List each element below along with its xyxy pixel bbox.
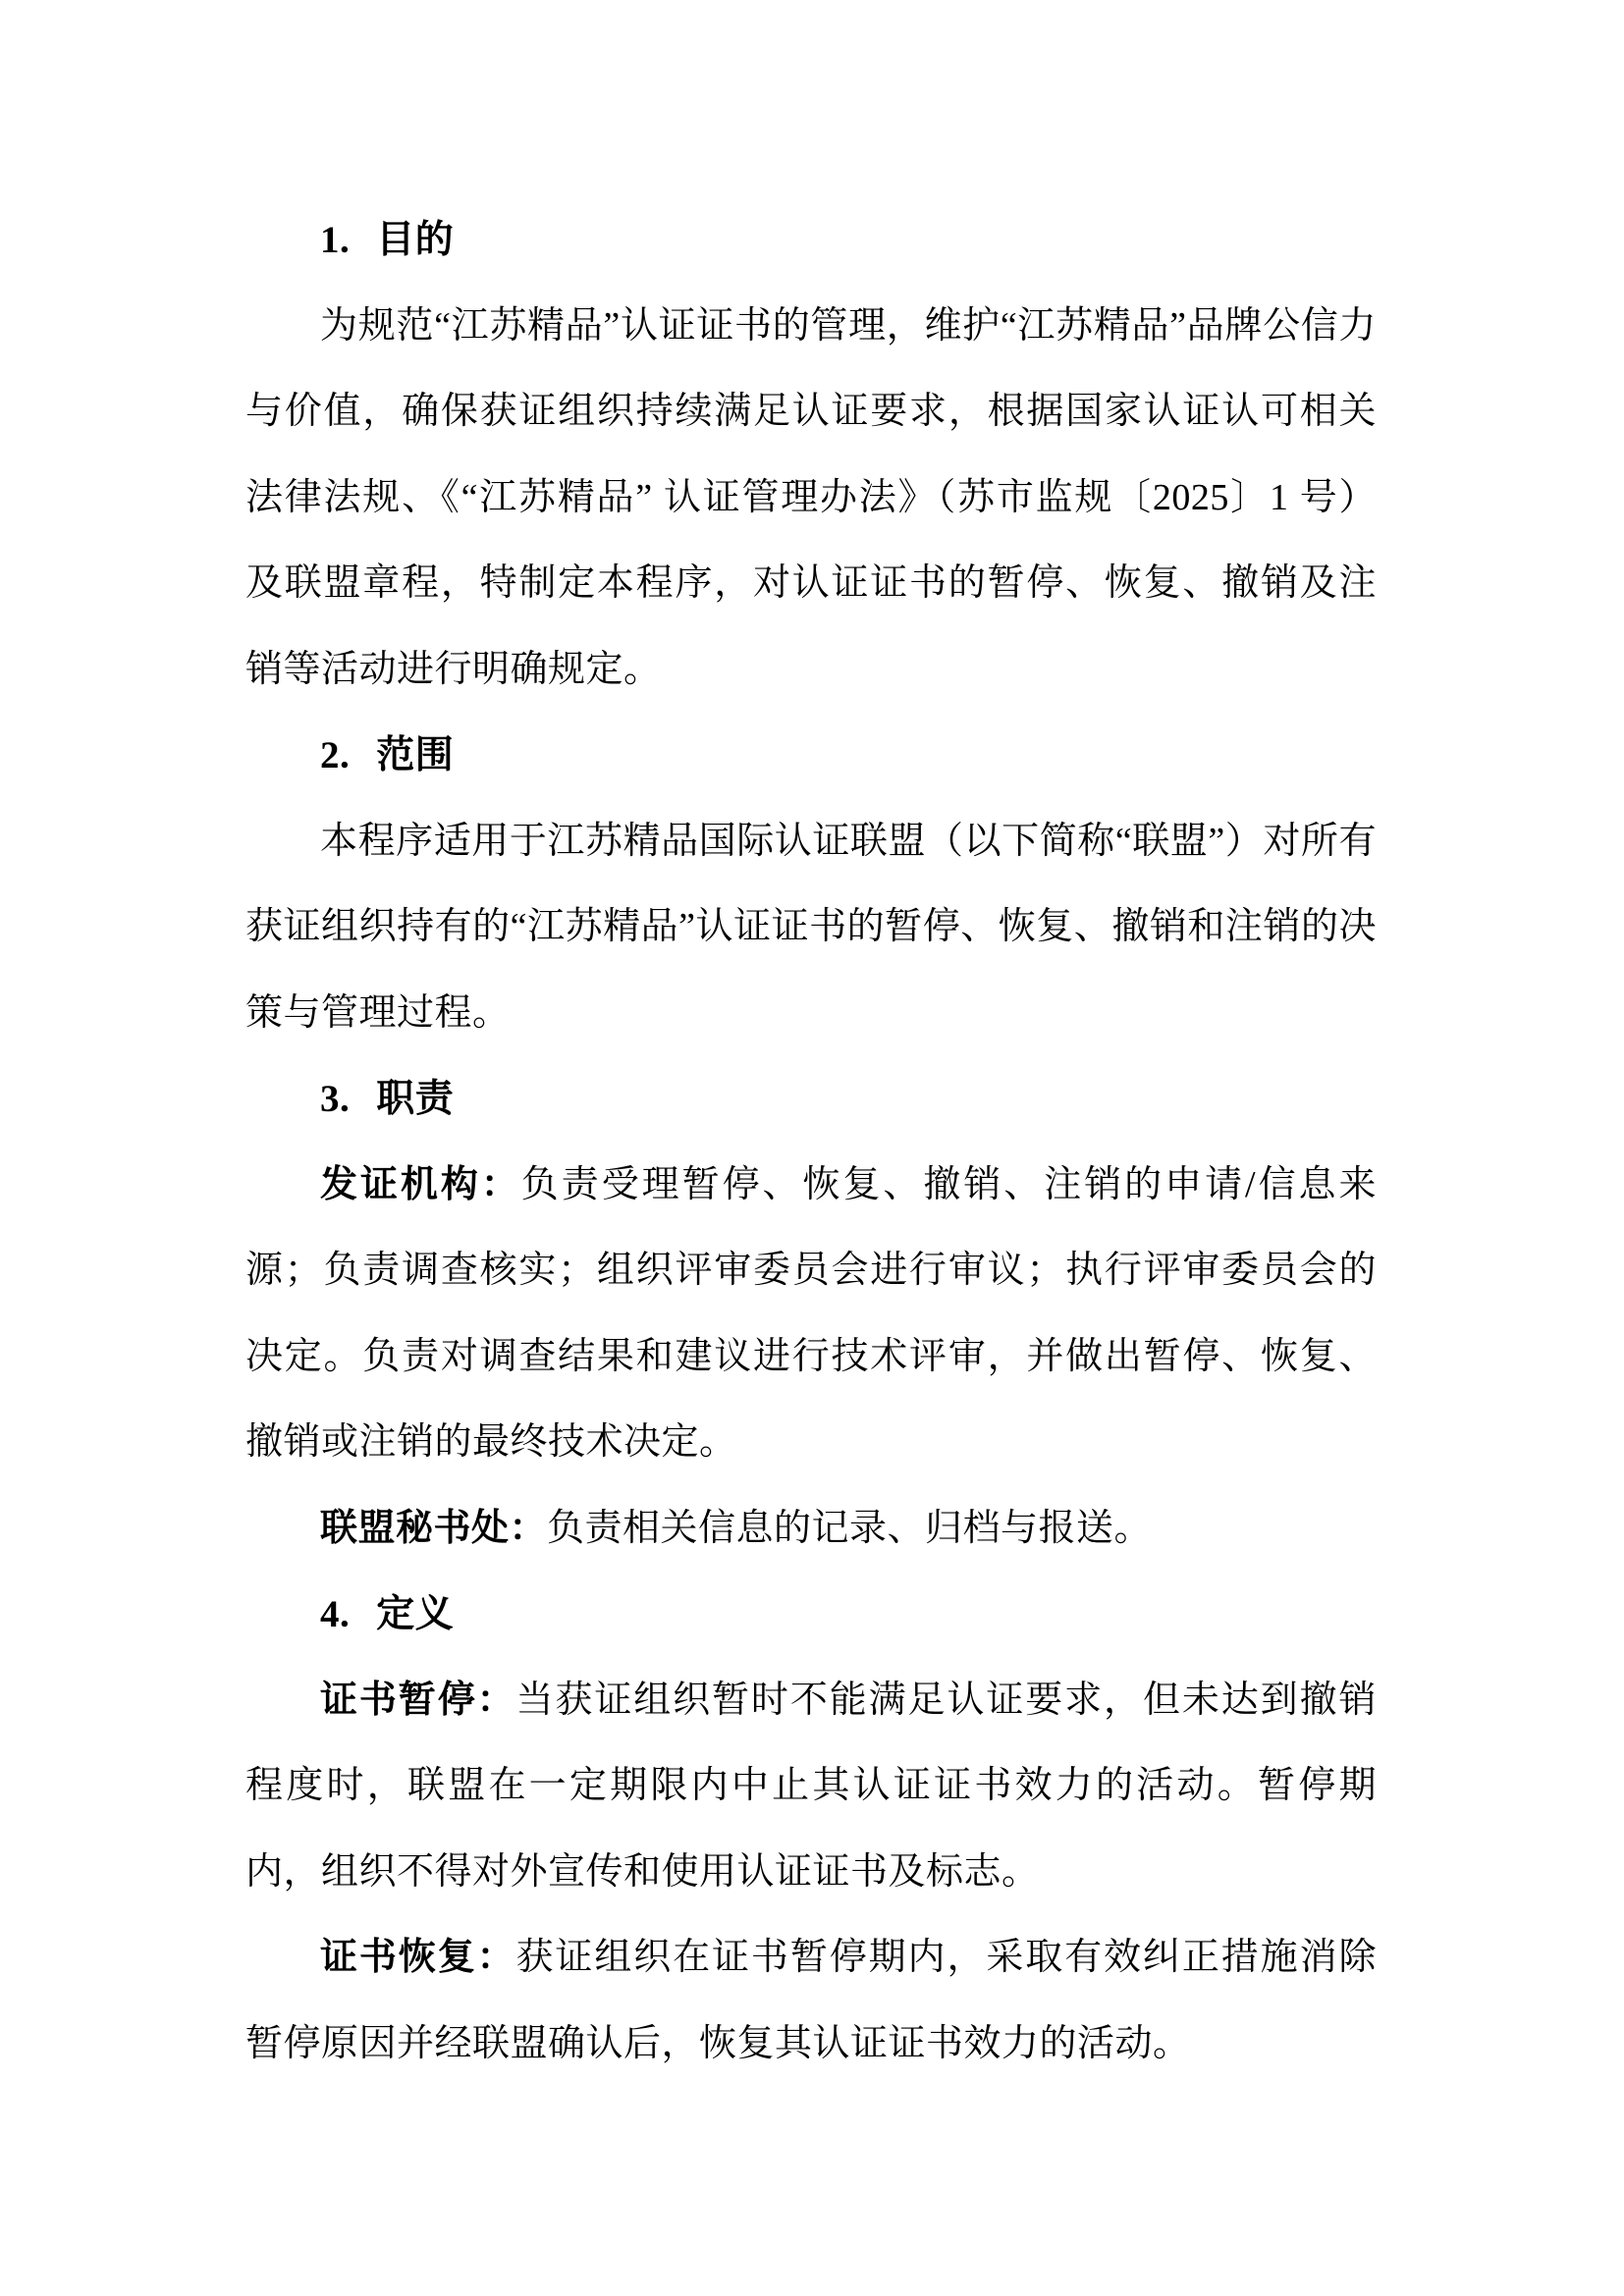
section-4-heading <box>245 1572 1377 1658</box>
paragraph-lead: 联盟秘书处： <box>320 1507 548 1549</box>
section-3-paragraph-2 <box>245 1486 1377 1573</box>
section-3-heading <box>245 1056 1377 1143</box>
section-4-paragraph-1 <box>245 1658 1377 1916</box>
document-body <box>245 197 1377 2087</box>
section-2-number: 2. <box>320 734 351 776</box>
paragraph-lead: 证书恢复： <box>320 1937 516 1978</box>
paragraph-text: 本程序适用于江苏精品国际认证联盟（以下简称“联盟”）对所有获证组织持有的“江苏精品”认证证书的暂停、恢复、撤销和注销的决策与管理过程。 <box>245 820 1377 1034</box>
section-3-title: 职责 <box>376 1078 455 1120</box>
section-1-number: 1. <box>320 219 351 261</box>
section-3-number: 3. <box>320 1078 351 1120</box>
paragraph-text: 为规范“江苏精品”认证证书的管理，维护“江苏精品”品牌公信力与价值，确保获证组织持续满足认证要求，根据国家认证认可相关法律法规、《“江苏精品” 认证管理办法》（苏市监规〔2025〕1 号）及联盟章程，特制定本程序，对认证证书的暂停、恢复、撤销及注销等活动进行明确规定。 <box>245 304 1377 690</box>
section-2-title: 范围 <box>376 734 455 776</box>
paragraph-text: 负责相关信息的记录、归档与报送。 <box>547 1507 1153 1549</box>
paragraph-text: 获证组织在证书暂停期内，采取有效纠正措施消除暂停原因并经联盟确认后，恢复其认证证书效力的活动。 <box>245 1937 1377 2064</box>
section-3-paragraph-1 <box>245 1143 1377 1486</box>
section-2-paragraph-1 <box>245 799 1377 1057</box>
section-4-number: 4. <box>320 1593 351 1635</box>
paragraph-lead: 发证机构： <box>320 1163 521 1205</box>
section-4-title: 定义 <box>376 1593 455 1635</box>
section-1-heading <box>245 197 1377 284</box>
section-4-paragraph-2 <box>245 1915 1377 2087</box>
section-1-paragraph-1 <box>245 284 1377 714</box>
paragraph-lead: 证书暂停： <box>320 1679 516 1721</box>
paragraph-text: 负责受理暂停、恢复、撤销、注销的申请/信息来源；负责调查核实；组织评审委员会进行审议；执行评审委员会的决定。负责对调查结果和建议进行技术评审，并做出暂停、恢复、撤销或注销的最终技术决定。 <box>245 1163 1377 1463</box>
section-1-title: 目的 <box>376 219 455 261</box>
section-2-heading <box>245 713 1377 799</box>
paragraph-text: 当获证组织暂时不能满足认证要求，但未达到撤销程度时，联盟在一定期限内中止其认证证书效力的活动。暂停期内，组织不得对外宣传和使用认证证书及标志。 <box>245 1679 1377 1893</box>
